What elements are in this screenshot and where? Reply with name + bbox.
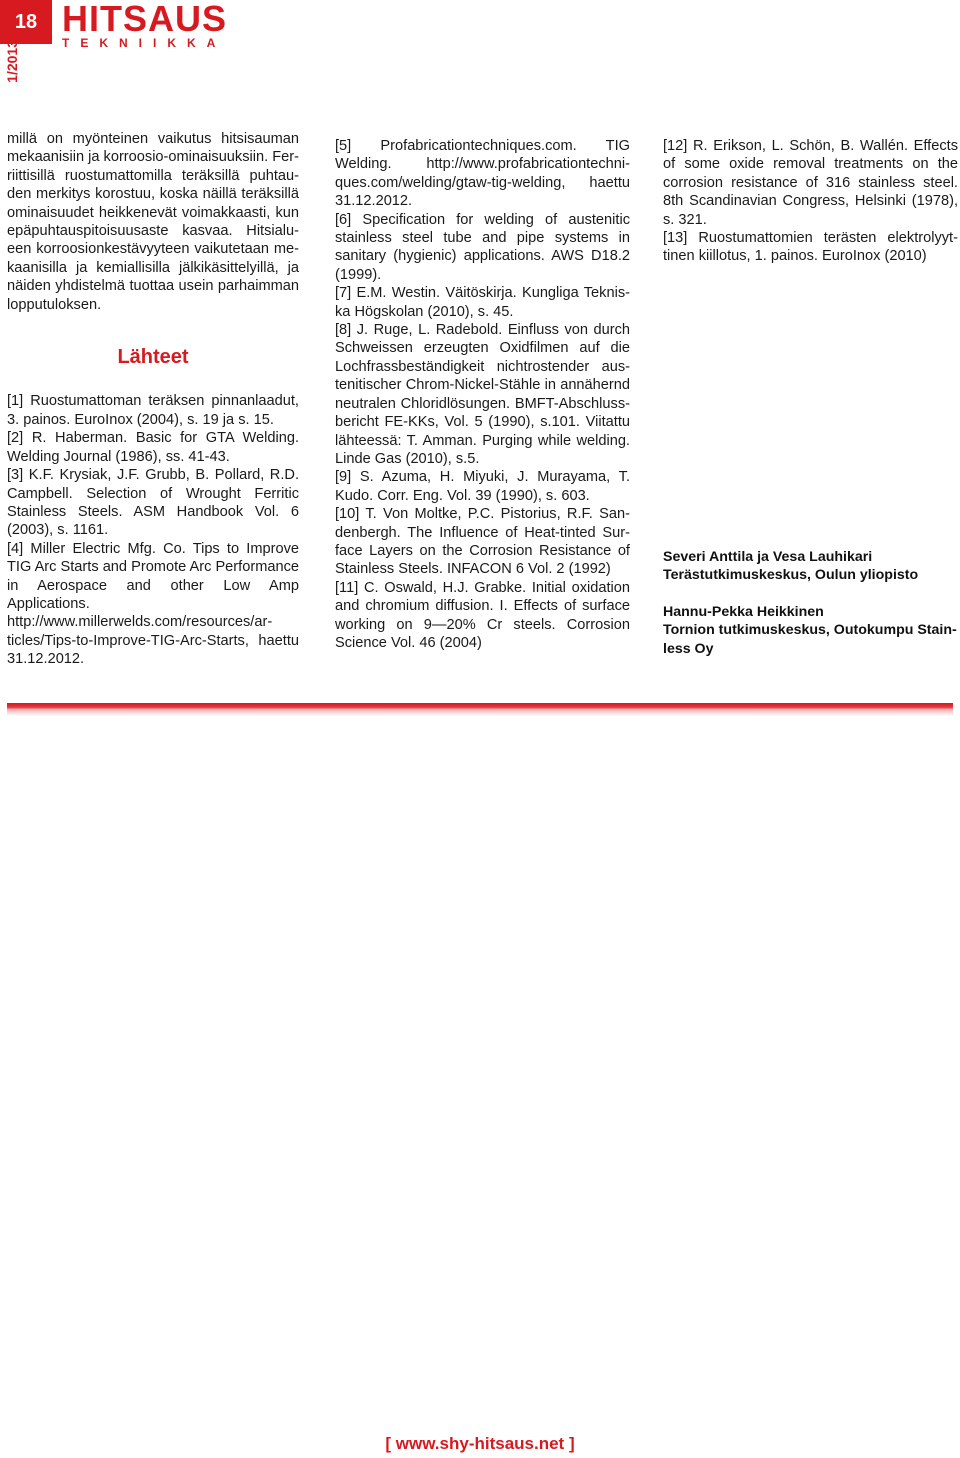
reference-item: [6] Specification for welding of austenitic stainless steel tube and pipe systems in sanitary (hygienic) applications. AWS D18.2 (1999). [335, 211, 630, 283]
author-info [663, 548, 958, 676]
issue-label: 1/2013 [4, 40, 20, 83]
author-affiliation: Tornion tutkimuskeskus, Outokumpu Stainless Oy [663, 622, 957, 657]
column-3 [663, 137, 958, 266]
reference-item: [11] C. Oswald, H.J. Grabke. Initial oxidation and chromium diffusion. I. Effects of surface working on 9—20% Cr steels. Corrosion Science Vol. 46 (2004) [335, 579, 630, 651]
footer-url[interactable]: [ www.shy-hitsaus.net ] [385, 1434, 575, 1453]
author-affiliation: Terästutkimuskeskus, Oulun yliopisto [663, 567, 919, 584]
column-1 [7, 130, 299, 669]
reference-item: [10] T. Von Moltke, P.C. Pistorius, R.F. Sandenbergh. The Influence of Heat-tinted Surface Layers on the Corrosion Resistance of Stainless Steels. INFACON 6 Vol. 2 (1992) [335, 506, 630, 578]
reference-item: [13] Ruostumattomien terästen elektrolyyttinen kiillotus, 1. painos. EuroInox (2010) [663, 230, 958, 265]
references-heading: Lähteet [117, 346, 189, 369]
reference-item: [7] E.M. Westin. Väitöskirja. Kungliga Tekniska Högskolan (2010), s. 45. [335, 285, 630, 320]
divider-shadow [7, 710, 953, 716]
page-number: 18 [0, 0, 52, 44]
magazine-logo [62, 2, 227, 49]
reference-item: [2] R. Haberman. Basic for GTA Welding. Welding Journal (1986), ss. 41-43. [7, 430, 299, 465]
reference-item: [5] Profabricationtechniques.com. TIG Welding. http://www.profabricationtechniques.com/welding/gtaw-tig-welding, haettu 31.12.2012. [335, 138, 630, 210]
reference-item: [3] K.F. Krysiak, J.F. Grubb, B. Pollard, R.D. Campbell. Selection of Wrought Ferritic Stainless Steels. ASM Handbook Vol. 6 (2003), s. 1161. [7, 467, 299, 539]
red-divider [7, 703, 953, 710]
author-group-1 [663, 548, 958, 585]
reference-item: [12] R. Erikson, L. Schön, B. Wallén. Effects of some oxide removal treatments on the corrosion resistance of 316 stainless steel. 8th Scandinavian Congress, Helsinki (1978), s. 321. [663, 138, 958, 228]
reference-item: [1] Ruostumattoman teräksen pinnanlaadut, 3. painos. EuroInox (2004), s. 19 ja s. 15. [7, 393, 299, 428]
author-names: Hannu-Pekka Heikkinen [663, 603, 824, 620]
body-paragraph: millä on myönteinen vaikutus hitsisauman mekaanisiin ja korroosio-ominaisuuksiin. Ferriittisillä ruostumattomilla teräksillä puhtauden merkitys korostuu, koska näillä teräksillä ominaisuudet heikkenevät voimakkaasti, kun epäpuhtauspitoisuusaste kasvaa. Hitsialueen korroosionkestävyyteen vaikutetaan mekaanisilla ja kemiallisilla jälkikäsittelyillä, ja näiden yhdistelmä tuottaa usein parhaimman lopputuloksen. [7, 131, 299, 313]
reference-item: [8] J. Ruge, L. Radebold. Einfluss von durch Schweissen erzeugten Oxidfilmen auf die Lochfrassbeständigkeit nichtrostender austenitischer Chrom-Nickel-Stähle in annähernd neutralen Chloridlösungen. BMFT-Abschlussbericht FE-KKs, Vol. 5 (1990), s.101. Viitattu lähteessä: T. Amman. Purging while welding. Linde Gas (2010), s.5. [335, 322, 630, 467]
column-2 [335, 137, 630, 652]
reference-item: [9] S. Azuma, H. Miyuki, J. Murayama, T. Kudo. Corr. Eng. Vol. 39 (1990), s. 603. [335, 469, 630, 504]
logo-sub-text: TEKNIIKKA [62, 36, 227, 50]
author-names: Severi Anttila ja Vesa Lauhikari [663, 549, 873, 565]
reference-item: [4] Miller Electric Mfg. Co. Tips to Improve TIG Arc Starts and Promote Arc Performance in Aerospace and other Low Amp Applications. http://www.millerwelds.com/resources/articles/Tips-to-Improve-TIG-Arc-Starts, haettu 31.12.2012. [7, 540, 299, 668]
logo-main-text: HITSAUS [62, 0, 228, 39]
author-group-2 [663, 603, 958, 658]
